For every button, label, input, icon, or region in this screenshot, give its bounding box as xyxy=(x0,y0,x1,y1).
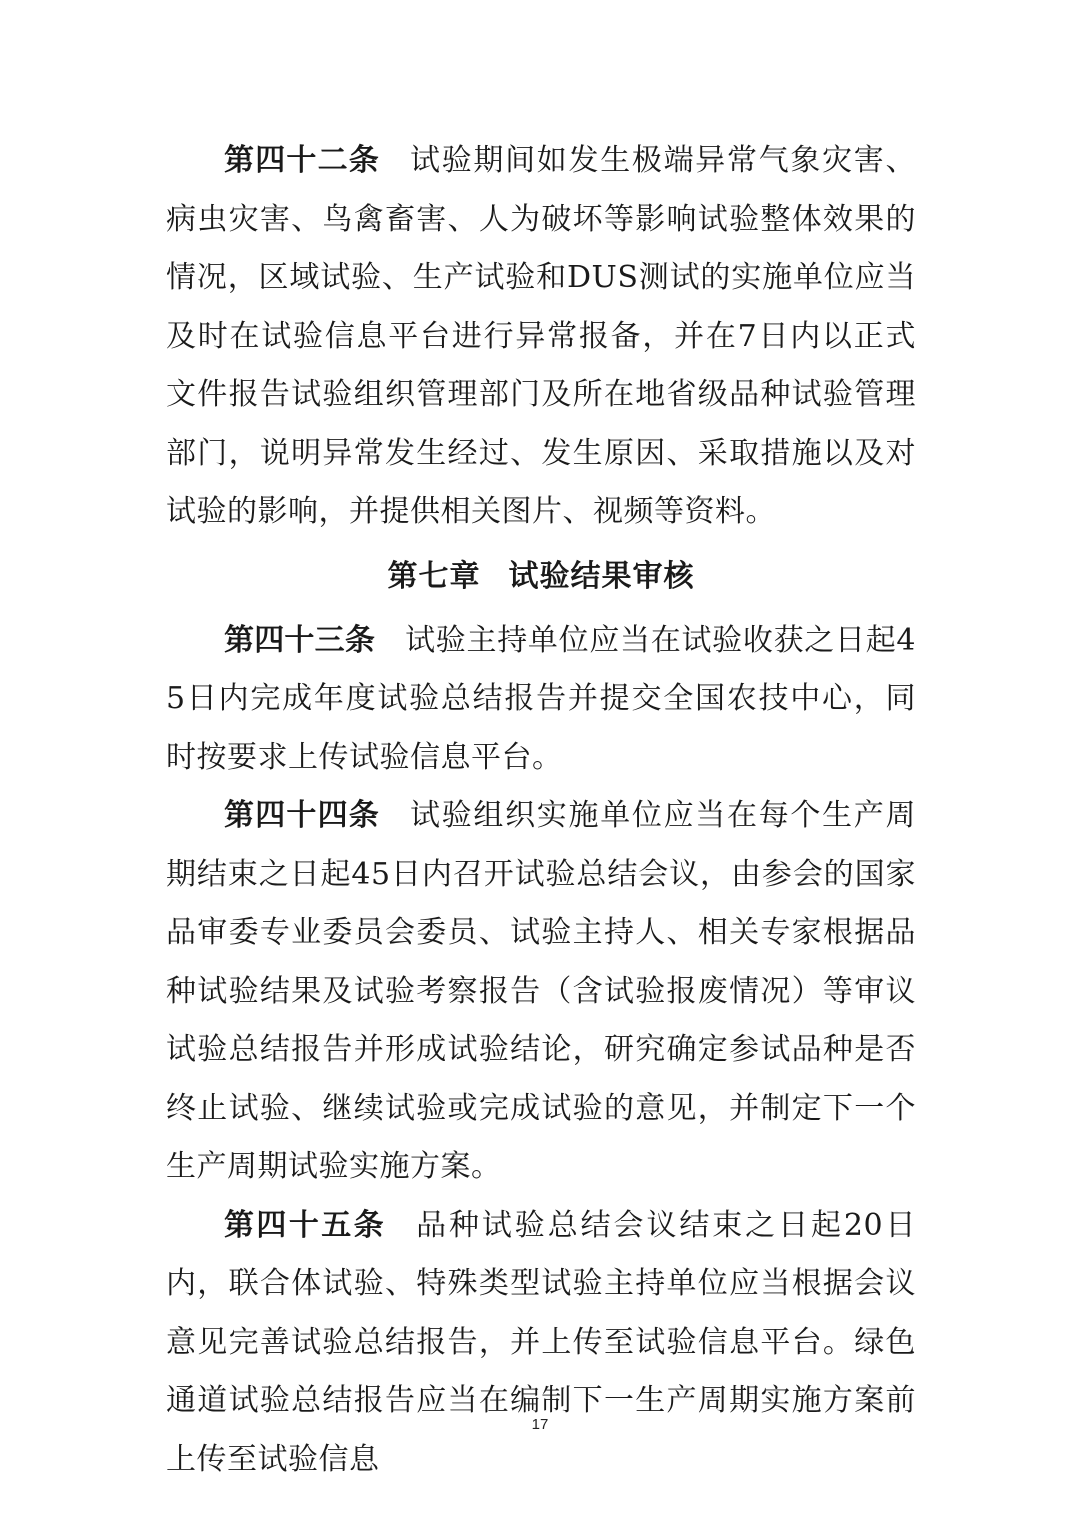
article-44 xyxy=(166,787,916,1197)
article-43 xyxy=(166,612,916,788)
article-text: 品种试验总结会议结束之日起20日内，联合体试验、特殊类型试验主持单位应当根据会议意见完善试验总结报告，并上传至试验信息平台。绿色通道试验总结报告应当在编制下一生产周期实施方案前上传至试验信息 xyxy=(166,1207,916,1477)
article-text: 试验组织实施单位应当在每个生产周期结束之日起45日内召开试验总结会议，由参会的国家品审委专业委员会委员、试验主持人、相关专家根据品种试验结果及试验考察报告（含试验报废情况）等审议试验总结报告并形成试验结论，研究确定参试品种是否终止试验、继续试验或完成试验的意见，并制定下一个生产周期试验实施方案。 xyxy=(166,798,916,1184)
page-number: 17 xyxy=(531,1416,549,1433)
article-number: 第四十五条 xyxy=(224,1207,387,1243)
chapter-number: 第七章 xyxy=(387,558,481,594)
chapter-title: 试验结果审核 xyxy=(508,558,695,594)
article-text: 试验期间如发生极端异常气象灾害、病虫灾害、鸟禽畜害、人为破坏等影响试验整体效果的情况，区域试验、生产试验和DUS测试的实施单位应当及时在试验信息平台进行异常报备，并在7日内以正式文件报告试验组织管理部门及所在地省级品种试验管理部门，说明异常发生经过、发生原因、采取措施以及对试验的影响，并提供相关图片、视频等资料。 xyxy=(166,143,916,529)
article-number: 第四十三条 xyxy=(224,622,376,658)
article-45 xyxy=(166,1197,916,1490)
chapter-heading xyxy=(166,542,916,612)
article-text: 试验主持单位应当在试验收获之日起45日内完成年度试验总结报告并提交全国农技中心，同时按要求上传试验信息平台。 xyxy=(166,622,917,775)
article-42 xyxy=(166,132,916,542)
article-number: 第四十二条 xyxy=(224,143,380,178)
article-number: 第四十四条 xyxy=(224,798,380,833)
page-body xyxy=(166,132,916,1489)
